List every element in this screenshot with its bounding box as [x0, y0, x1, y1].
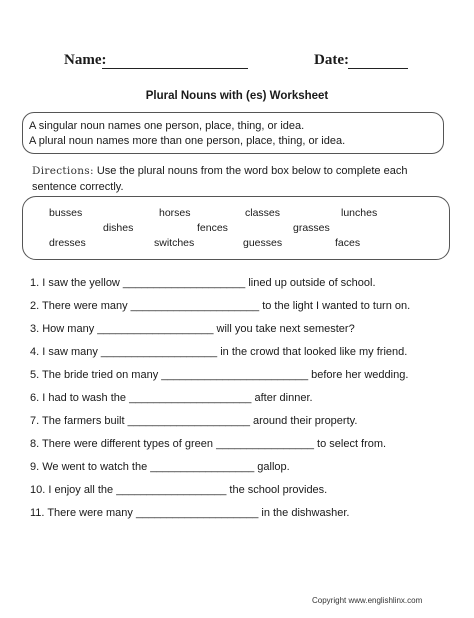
- header: [0, 52, 474, 72]
- singular-definition: A singular noun names one person, place, thing, or idea.: [29, 120, 305, 132]
- date-label: Date:: [314, 52, 349, 68]
- question-4: 4. I saw many ___________________ in the crowd that looked like my friend.: [30, 346, 408, 358]
- question-5: 5. The bride tried on many ________________________ before her wedding.: [30, 369, 409, 381]
- question-11: 11. There were many ____________________ in the dishwasher.: [30, 507, 350, 519]
- word-fences: fences: [197, 222, 228, 234]
- question-3: 3. How many ___________________ will you take next semester?: [30, 323, 355, 335]
- directions: [32, 163, 452, 195]
- directions-text: Use the plural nouns from the word box below to complete each sentence correctly.: [32, 165, 408, 193]
- word-busses: busses: [49, 207, 83, 219]
- question-1: 1. I saw the yellow ____________________ lined up outside of school.: [30, 277, 376, 289]
- question-9: 9. We went to watch the _________________ gallop.: [30, 461, 290, 473]
- copyright-notice: Copyright www.englishlinx.com: [312, 596, 423, 605]
- word-horses: horses: [159, 207, 191, 219]
- name-label: Name:: [64, 52, 107, 68]
- word-dishes: dishes: [103, 222, 134, 234]
- word-guesses: guesses: [243, 237, 283, 249]
- directions-label: Directions:: [32, 165, 94, 177]
- word-classes: classes: [245, 207, 281, 219]
- word-grasses: grasses: [293, 222, 330, 234]
- definition-box: [22, 112, 444, 154]
- question-7: 7. The farmers built ____________________ around their property.: [30, 415, 358, 427]
- date-field-line[interactable]: [348, 68, 408, 69]
- question-6: 6. I had to wash the ____________________ after dinner.: [30, 392, 313, 404]
- word-faces: faces: [335, 237, 361, 249]
- plural-definition: A plural noun names more than one person, place, thing, or idea.: [29, 135, 346, 147]
- question-10: 10. I enjoy all the __________________ the school provides.: [30, 484, 328, 496]
- worksheet-title: Plural Nouns with (es) Worksheet: [145, 90, 329, 102]
- name-field-line[interactable]: [102, 68, 248, 69]
- word-switches: switches: [154, 237, 195, 249]
- question-8: 8. There were different types of green ________________ to select from.: [30, 438, 387, 450]
- word-box: [22, 196, 450, 260]
- question-2: 2. There were many _____________________ to the light I wanted to turn on.: [30, 300, 411, 312]
- word-lunches: lunches: [341, 207, 378, 219]
- word-dresses: dresses: [49, 237, 86, 249]
